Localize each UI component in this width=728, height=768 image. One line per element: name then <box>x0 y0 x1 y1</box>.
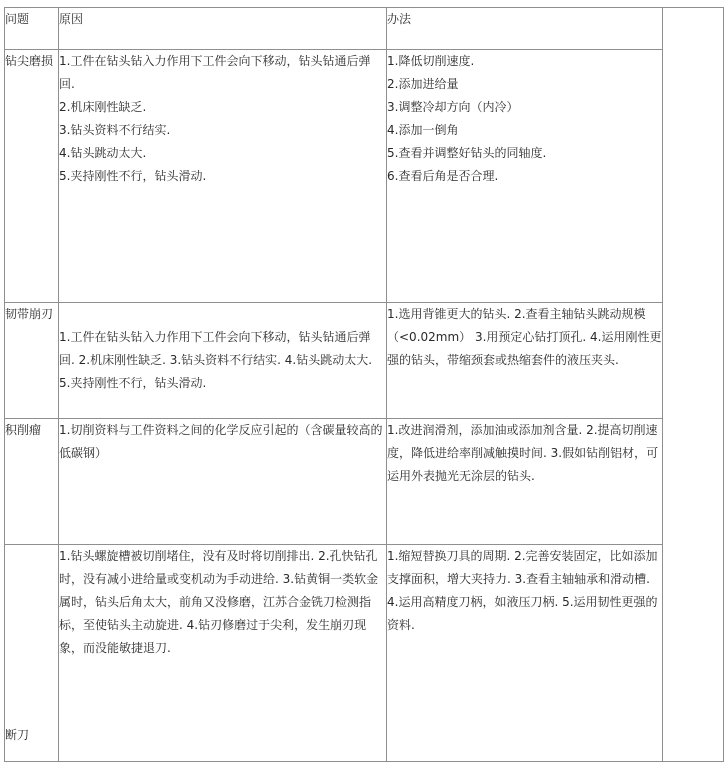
header-cause: 原因 <box>59 8 387 50</box>
table-row <box>5 419 724 545</box>
problem-cell: 断刀 <box>5 545 59 762</box>
header-problem: 问题 <box>5 8 59 50</box>
cause-cell: 1.切削资料与工件资料之间的化学反应引起的（含碳量较高的低碳钢） <box>59 419 387 545</box>
method-cell: 1.缩短替换刀具的周期. 2.完善安装固定，比如添加支撑面积，增大夹持力. 3.查看主轴轴承和滑动槽. 4.运用高精度刀柄，如液压刀柄. 5.运用韧性更强的资料. <box>387 545 663 762</box>
method-line: 4.添加一倒角 <box>387 123 459 137</box>
header-method: 办法 <box>387 8 663 50</box>
cause-cell: 1.钻头螺旋槽被切削堵住，没有及时将切削排出. 2.孔快钻孔时，没有减小进给量或变机动为手动进给. 3.钻黄铜一类软金属时，钻头后角太大，前角又没修磨，江苏合金铣刀检测指标，至使钻头主动旋进. 4.钻刃修磨过于尖利，发生崩刃现象，而没能敏捷退刀. <box>59 545 387 762</box>
cause-cell <box>59 50 387 303</box>
method-cell: 1.改进润滑剂，添加油或添加剂含量. 2.提高切削速度，降低进给率削减触摸时间. 3.假如钻削铝材，可运用外表抛光无涂层的钻头. <box>387 419 663 545</box>
cause-line: 3.钻头资料不行结实. <box>59 123 171 137</box>
method-line: 2.添加进给量 <box>387 77 459 91</box>
method-line: 6.查看后角是否合理. <box>387 169 499 183</box>
method-line: 3.调整冷却方向（内冷） <box>387 100 519 114</box>
drill-problems-table <box>4 7 724 762</box>
cause-line: 5.夹持刚性不行，钻头滑动. <box>59 169 207 183</box>
method-line: 5.查看并调整好钻头的同轴度. <box>387 146 547 160</box>
method-line: 1.降低切削速度. <box>387 54 475 68</box>
cause-line: 2.机床刚性缺乏. <box>59 100 147 114</box>
header-row <box>5 8 724 50</box>
table-row <box>5 303 724 419</box>
method-cell: 1.选用背锥更大的钻头. 2.查看主轴钻头跳动规模（<0.02mm） 3.用预定心钻打顶孔. 4.运用刚性更强的钻头，带缩颈套或热缩套件的液压夹头. <box>387 303 663 419</box>
blank-side-column <box>663 8 724 762</box>
cause-line: 4.钻头跳动太大. <box>59 146 147 160</box>
problem-cell: 钻尖磨损 <box>5 50 59 303</box>
table-row <box>5 545 724 762</box>
problem-cell: 韧带崩刃 <box>5 303 59 419</box>
table-row <box>5 50 724 303</box>
problem-cell: 积削瘤 <box>5 419 59 545</box>
method-cell <box>387 50 663 303</box>
cause-cell: 1.工件在钻头钻入力作用下工件会向下移动，钻头钻通后弹回. 2.机床刚性缺乏. 3.钻头资料不行结实. 4.钻头跳动太大. 5.夹持刚性不行，钻头滑动. <box>59 303 387 419</box>
cause-line: 1.工件在钻头钻入力作用下工件会向下移动，钻头钻通后弹回. <box>59 54 371 91</box>
